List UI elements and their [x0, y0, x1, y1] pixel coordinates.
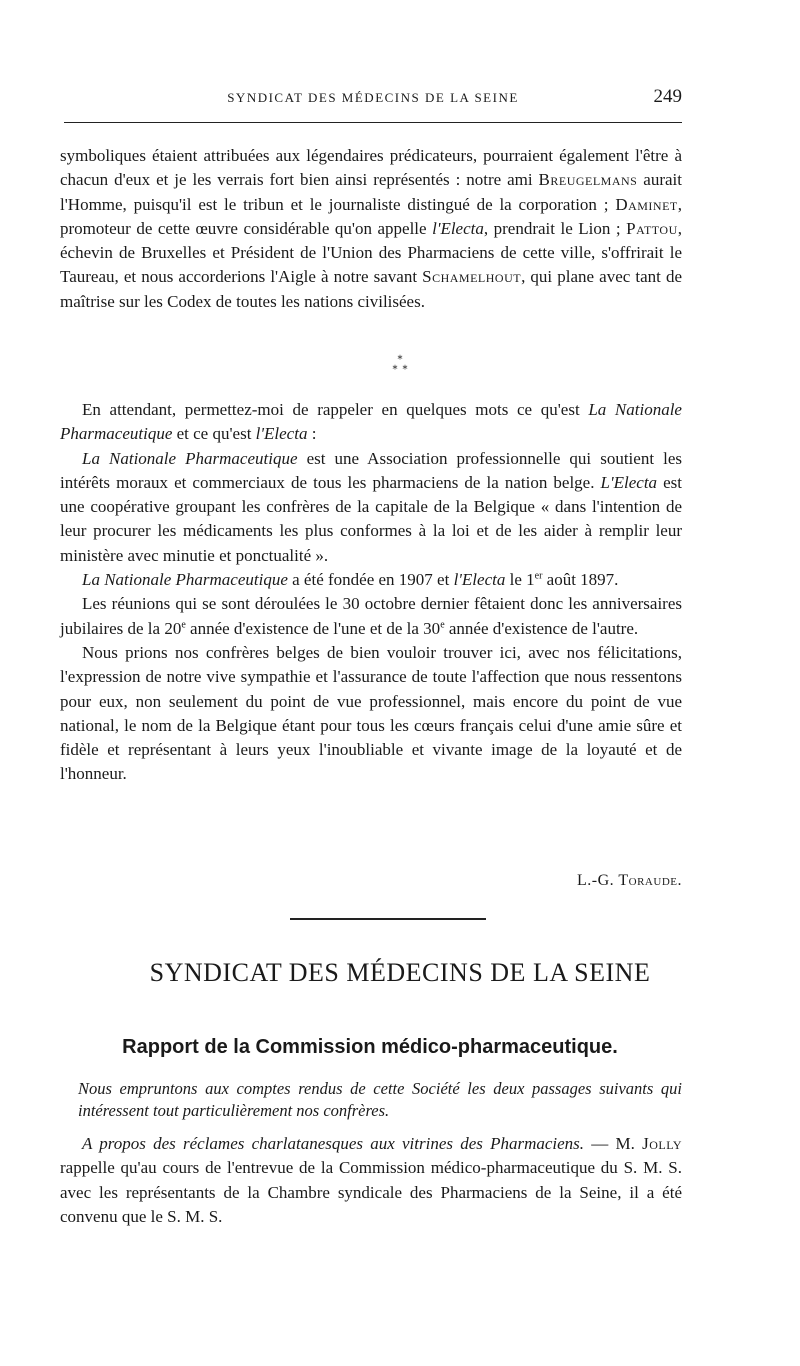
paragraph-block-1 [60, 144, 682, 314]
superscript: er [534, 570, 543, 582]
text-run: : [307, 424, 317, 444]
text-run: a été fondée en 1907 et [287, 570, 454, 590]
person-name: Schamelhout [422, 267, 522, 287]
text-run: , prendrait le Lion ; [483, 218, 627, 238]
section-title: SYNDICAT DES MÉDECINS DE LA SEINE [149, 958, 651, 987]
text-run: et ce qu'est [172, 424, 256, 444]
page-number: 249 [653, 86, 682, 107]
person-name: Jolly [642, 1134, 682, 1153]
text-run: — [584, 1134, 616, 1153]
header-rule [64, 122, 682, 123]
person-name: Breugelmans [538, 170, 638, 190]
person-name: Daminet [615, 194, 678, 214]
italic-term: L'Electa [600, 472, 658, 492]
text-run: symboliques étaient attribuées aux légendaires prédicateurs, pourraient également l'être à chacun d'eux et je les verrais fort bien ainsi représentés : notre ami [60, 146, 682, 190]
italic-term: La Nationale Pharmaceutique [82, 448, 298, 468]
italic-term: La Nationale Pharmaceutique [82, 570, 288, 590]
text-run: , échevin de Bruxelles et Président de l'Union des Pharmaciens de cette ville, s'offrirait le Taureau, et nous accorderions l'Aigle à notre savant [60, 218, 682, 287]
text-run: , qui plane avec tant de maîtrise sur les Codex de toutes les nations civilisées. [60, 267, 682, 311]
paragraph [60, 568, 682, 592]
italic-term: l'Electa [453, 570, 506, 590]
italic-term: l'Electa [255, 424, 308, 444]
paragraph: Nous prions nos confrères belges de bien vouloir trouver ici, avec nos félicitations, l'expression de notre vive sympathie et l'assurance de toute l'affection que nous ressentons pour eux, non seulement du point de vue professionnel, mais encore du point de vue national, le nom de la Belgique étant pour tous les cœurs français celui d'une amie sûre et fidèle et représentant à leurs yeux l'inoubliable et vivante image de la loyauté et de l'honneur. [60, 642, 682, 784]
run-in-heading: A propos des réclames charlatanesques aux vitrines des Pharmaciens. [82, 1134, 585, 1153]
running-head [64, 86, 682, 114]
text-run: année d'existence de l'une et de la 30 [185, 618, 441, 638]
section-subtitle: Rapport de la Commission médico-pharmaceutique. [122, 1036, 618, 1058]
author-signature: L.-G. Toraude. [577, 872, 682, 889]
running-title: SYNDICAT DES MÉDECINS DE LA SEINE [227, 90, 519, 105]
italic-term: l'Electa [432, 218, 484, 238]
italic-term: La Nationale Pharmaceutique [60, 400, 682, 444]
section-intro: Nous empruntons aux comptes rendus de cette Société les deux passages suivants qui intéressent tout particulièrement nos confrères. [78, 1079, 682, 1120]
text-run: M. [615, 1134, 643, 1153]
text-run: , promoteur de cette œuvre considérable qu'on appelle [60, 194, 682, 238]
paragraph [60, 447, 682, 568]
text-run: août 1897. [542, 570, 619, 590]
text-run: rappelle qu'au cours de l'entrevue de la Commission médico-pharmaceutique du S. M. S. avec les représentants de la Chambre syndicale des Pharmaciens de la Seine, il a été convenu que le S. M. S. [60, 1158, 682, 1226]
paragraph [60, 398, 682, 447]
paragraph-block-2 [60, 398, 682, 787]
text-run: Les réunions qui se sont déroulées le 30 octobre dernier fêtaient donc les anniversaires jubilaires de la 20 [60, 594, 682, 638]
text-run: En attendant, permettez-moi de rappeler en quelques mots ce qu'est [82, 400, 589, 419]
paragraph [60, 592, 682, 641]
text-run: le 1 [505, 570, 535, 590]
paragraph [60, 1132, 682, 1229]
asterism-separator: ⁎ ⁎ ⁎ [392, 351, 408, 372]
text-run: année d'existence de l'autre. [444, 618, 639, 638]
text-run: est une coopérative groupant les confrères de la capitale de la Belgique « dans l'intention de leur procurer les médicaments les plus conformes à la loi et de les aider à remplir leur ministère avec minutie et ponctualité ». [60, 472, 682, 565]
superscript: e [440, 619, 445, 631]
section-divider [290, 918, 486, 920]
paragraph-block-3 [60, 1132, 682, 1229]
text-run: est une Association professionnelle qui soutient les intérêts moraux et commerciaux de tous les pharmaciens de la nation belge. [60, 448, 682, 492]
paragraph [60, 144, 682, 314]
text-run: aurait l'Homme, puisqu'il est le tribun et le journaliste distingué de la corporation ; [60, 170, 682, 214]
person-name: Pattou [626, 218, 678, 238]
superscript: e [181, 619, 186, 631]
